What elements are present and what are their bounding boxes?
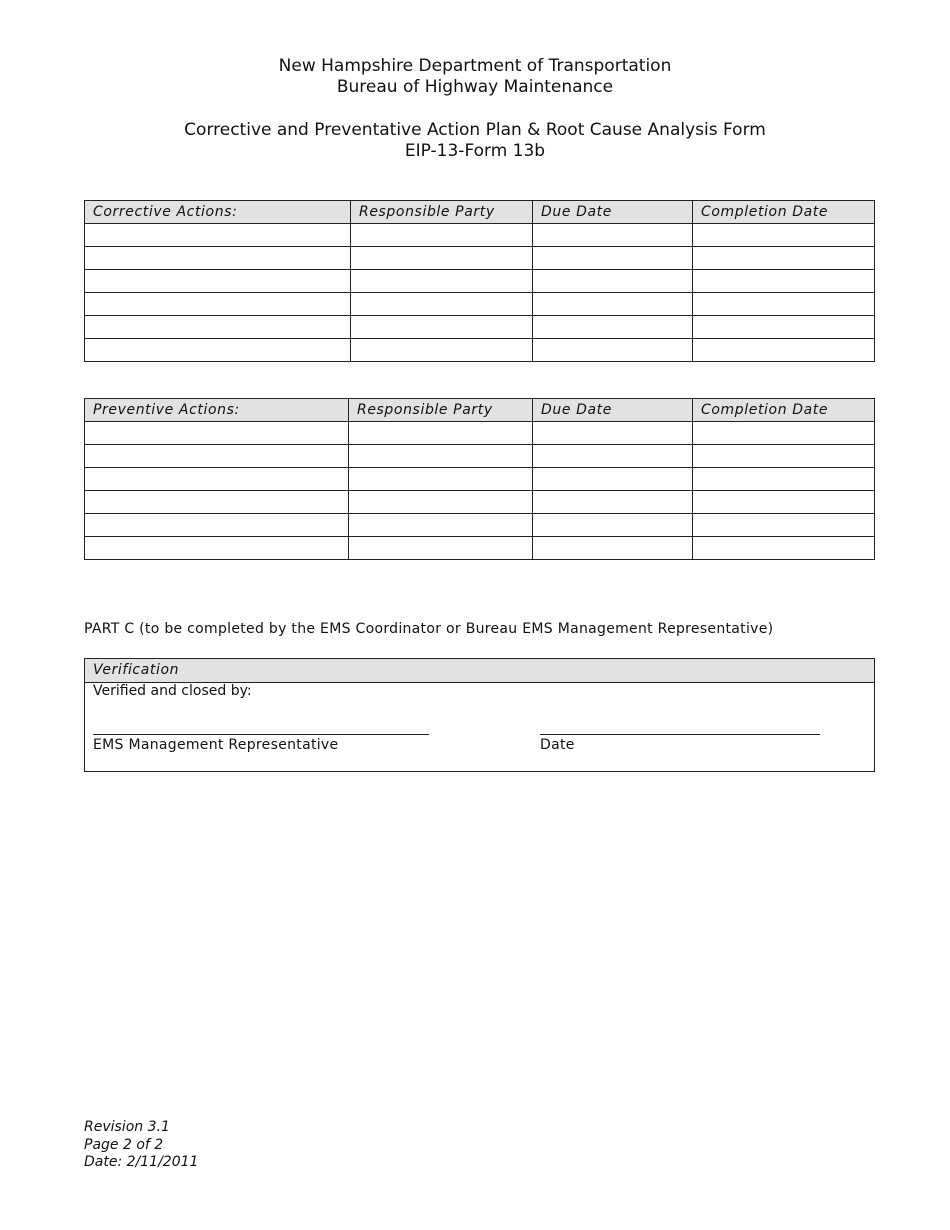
form-code: EIP-13-Form 13b: [404, 141, 546, 161]
table-row: [85, 293, 875, 316]
responsible-party-cell[interactable]: [351, 293, 533, 316]
action-cell[interactable]: [85, 339, 351, 362]
due-date-cell[interactable]: [533, 270, 693, 293]
table-row: [85, 514, 875, 537]
responsible-party-header: Responsible Party: [349, 399, 533, 422]
completion-date-header: Completion Date: [693, 201, 875, 224]
responsible-party-cell[interactable]: [349, 445, 533, 468]
revision-date: Date: 2/11/2011: [84, 1154, 199, 1170]
responsible-party-cell[interactable]: [351, 339, 533, 362]
document-footer: [84, 1119, 198, 1172]
completion-date-cell[interactable]: [693, 468, 875, 491]
corrective-actions-header: Corrective Actions:: [85, 201, 351, 224]
due-date-cell[interactable]: [533, 293, 693, 316]
due-date-cell[interactable]: [533, 247, 693, 270]
completion-date-cell[interactable]: [693, 445, 875, 468]
action-cell[interactable]: [85, 293, 351, 316]
responsible-party-header: Responsible Party: [351, 201, 533, 224]
verification-box: [84, 658, 875, 772]
table-row: [85, 316, 875, 339]
date-line[interactable]: [540, 734, 820, 735]
completion-date-cell[interactable]: [693, 491, 875, 514]
due-date-header: Due Date: [533, 399, 693, 422]
table-row: [85, 468, 875, 491]
table-row: [85, 270, 875, 293]
responsible-party-cell[interactable]: [351, 247, 533, 270]
action-cell[interactable]: [85, 316, 351, 339]
table-row: [85, 339, 875, 362]
action-cell[interactable]: [85, 537, 349, 560]
verified-closed-label: Verified and closed by:: [93, 683, 252, 699]
table-row: [85, 445, 875, 468]
completion-date-header: Completion Date: [693, 399, 875, 422]
table-row: [85, 247, 875, 270]
bureau-name: Bureau of Highway Maintenance: [336, 77, 614, 97]
completion-date-cell[interactable]: [693, 247, 875, 270]
document-header: [0, 56, 950, 98]
due-date-cell[interactable]: [533, 468, 693, 491]
action-cell[interactable]: [85, 422, 349, 445]
preventive-actions-table: [84, 398, 875, 560]
due-date-header: Due Date: [533, 201, 693, 224]
action-cell[interactable]: [85, 247, 351, 270]
completion-date-cell[interactable]: [693, 293, 875, 316]
action-cell[interactable]: [85, 468, 349, 491]
completion-date-cell[interactable]: [693, 316, 875, 339]
preventive-actions-header: Preventive Actions:: [85, 399, 349, 422]
responsible-party-cell[interactable]: [349, 468, 533, 491]
responsible-party-cell[interactable]: [351, 316, 533, 339]
due-date-cell[interactable]: [533, 491, 693, 514]
due-date-cell[interactable]: [533, 537, 693, 560]
due-date-cell[interactable]: [533, 445, 693, 468]
table-row: [85, 491, 875, 514]
revision-label: Revision 3.1: [84, 1119, 170, 1135]
completion-date-cell[interactable]: [693, 339, 875, 362]
completion-date-cell[interactable]: [693, 514, 875, 537]
due-date-cell[interactable]: [533, 316, 693, 339]
action-cell[interactable]: [85, 514, 349, 537]
table-row: [85, 537, 875, 560]
action-cell[interactable]: [85, 491, 349, 514]
action-cell[interactable]: [85, 270, 351, 293]
responsible-party-cell[interactable]: [349, 514, 533, 537]
part-c-instruction: PART C (to be completed by the EMS Coordinator or Bureau EMS Management Representative): [84, 621, 774, 637]
responsible-party-cell[interactable]: [351, 224, 533, 247]
responsible-party-cell[interactable]: [349, 422, 533, 445]
completion-date-cell[interactable]: [693, 224, 875, 247]
table-row: [85, 422, 875, 445]
responsible-party-cell[interactable]: [349, 537, 533, 560]
due-date-cell[interactable]: [533, 224, 693, 247]
form-title: Corrective and Preventative Action Plan & Root Cause Analysis Form: [184, 120, 766, 140]
completion-date-cell[interactable]: [693, 422, 875, 445]
signature-caption: EMS Management Representative: [93, 737, 339, 753]
action-cell[interactable]: [85, 224, 351, 247]
due-date-cell[interactable]: [533, 514, 693, 537]
due-date-cell[interactable]: [533, 422, 693, 445]
completion-date-cell[interactable]: [693, 537, 875, 560]
table-row: [85, 224, 875, 247]
signature-line[interactable]: [93, 734, 429, 735]
org-name: New Hampshire Department of Transportation: [278, 56, 672, 76]
responsible-party-cell[interactable]: [351, 270, 533, 293]
verification-heading: Verification: [85, 659, 874, 683]
table-header-row: [85, 399, 875, 422]
form-title-block: [0, 120, 950, 162]
due-date-cell[interactable]: [533, 339, 693, 362]
date-caption: Date: [540, 737, 575, 753]
corrective-actions-table: [84, 200, 875, 362]
page-number: Page 2 of 2: [84, 1136, 164, 1153]
completion-date-cell[interactable]: [693, 270, 875, 293]
responsible-party-cell[interactable]: [349, 491, 533, 514]
table-header-row: [85, 201, 875, 224]
action-cell[interactable]: [85, 445, 349, 468]
